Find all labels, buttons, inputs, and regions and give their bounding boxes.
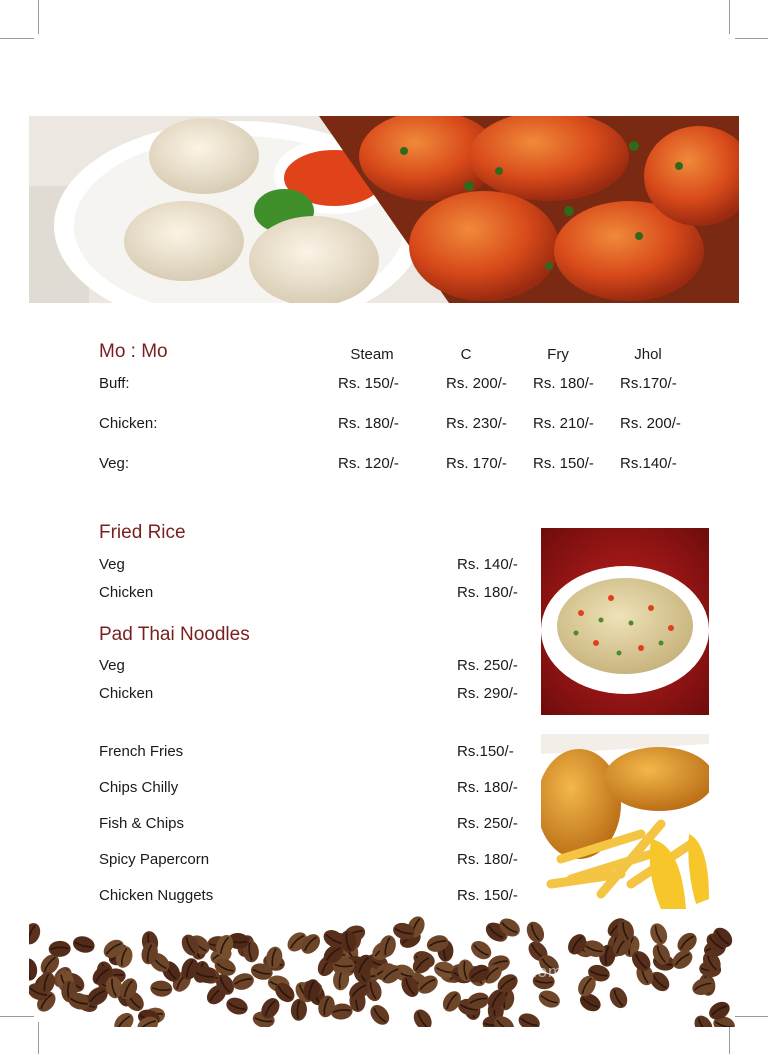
momo-price: Rs. 180/-	[338, 415, 399, 432]
momo-price: Rs. 180/-	[533, 375, 594, 392]
menu-item-name: Chicken Nuggets	[99, 887, 214, 904]
menu-item-name: Fish & Chips	[99, 815, 185, 832]
momo-price: Rs. 170/-	[446, 455, 507, 472]
momo-price: Rs. 200/-	[620, 415, 681, 432]
menu-item-price: Rs. 250/-	[457, 815, 518, 832]
menu-item-name: Spicy Papercorn	[99, 851, 210, 868]
fried-rice-photo	[541, 528, 709, 715]
momo-banner-photo	[29, 116, 739, 303]
momo-item-name: Veg:	[99, 455, 130, 472]
momo-price: Rs. 200/-	[446, 375, 507, 392]
menu-item-name: Chicken	[99, 685, 154, 702]
crop-mark	[38, 0, 39, 34]
momo-price: Rs.170/-	[620, 375, 677, 392]
menu-item-name: Chicken	[99, 584, 154, 601]
watermark: zomato	[528, 962, 590, 981]
momo-price: Rs. 150/-	[338, 375, 399, 392]
column-header-jhol: Jhol	[634, 346, 662, 363]
menu-item-name: French Fries	[99, 743, 184, 760]
momo-price: Rs. 210/-	[533, 415, 594, 432]
fish-and-chips-photo	[541, 734, 709, 920]
section-title-momo: Mo : Mo	[99, 341, 168, 362]
menu-item-price: Rs.150/-	[457, 743, 514, 760]
momo-price: Rs. 150/-	[533, 455, 594, 472]
column-header-fry: Fry	[547, 346, 569, 363]
menu-item-price: Rs. 180/-	[457, 584, 518, 601]
coffee-beans-footer	[29, 915, 739, 1027]
menu-item-price: Rs. 140/-	[457, 556, 518, 573]
momo-price: Rs. 120/-	[338, 455, 399, 472]
crop-mark	[0, 38, 34, 39]
crop-mark	[735, 1016, 768, 1017]
crop-mark	[735, 38, 768, 39]
menu-item-price: Rs. 180/-	[457, 779, 518, 796]
column-header-c: C	[460, 346, 472, 363]
momo-price: Rs. 230/-	[446, 415, 507, 432]
menu-item-price: Rs. 250/-	[457, 657, 518, 674]
momo-item-name: Chicken:	[99, 415, 158, 432]
menu-item-price: Rs. 180/-	[457, 851, 518, 868]
section-title-pad-thai: Pad Thai Noodles	[99, 624, 250, 645]
menu-item-name: Chips Chilly	[99, 779, 179, 796]
column-header-steam: Steam	[350, 346, 394, 363]
section-title-fried-rice: Fried Rice	[99, 522, 186, 543]
menu-item-name: Veg	[99, 556, 125, 573]
menu-item-price: Rs. 150/-	[457, 887, 518, 904]
crop-mark	[729, 0, 730, 34]
menu-item-name: Veg	[99, 657, 125, 674]
menu-item-price: Rs. 290/-	[457, 685, 518, 702]
momo-item-name: Buff:	[99, 375, 130, 392]
momo-price: Rs.140/-	[620, 455, 677, 472]
